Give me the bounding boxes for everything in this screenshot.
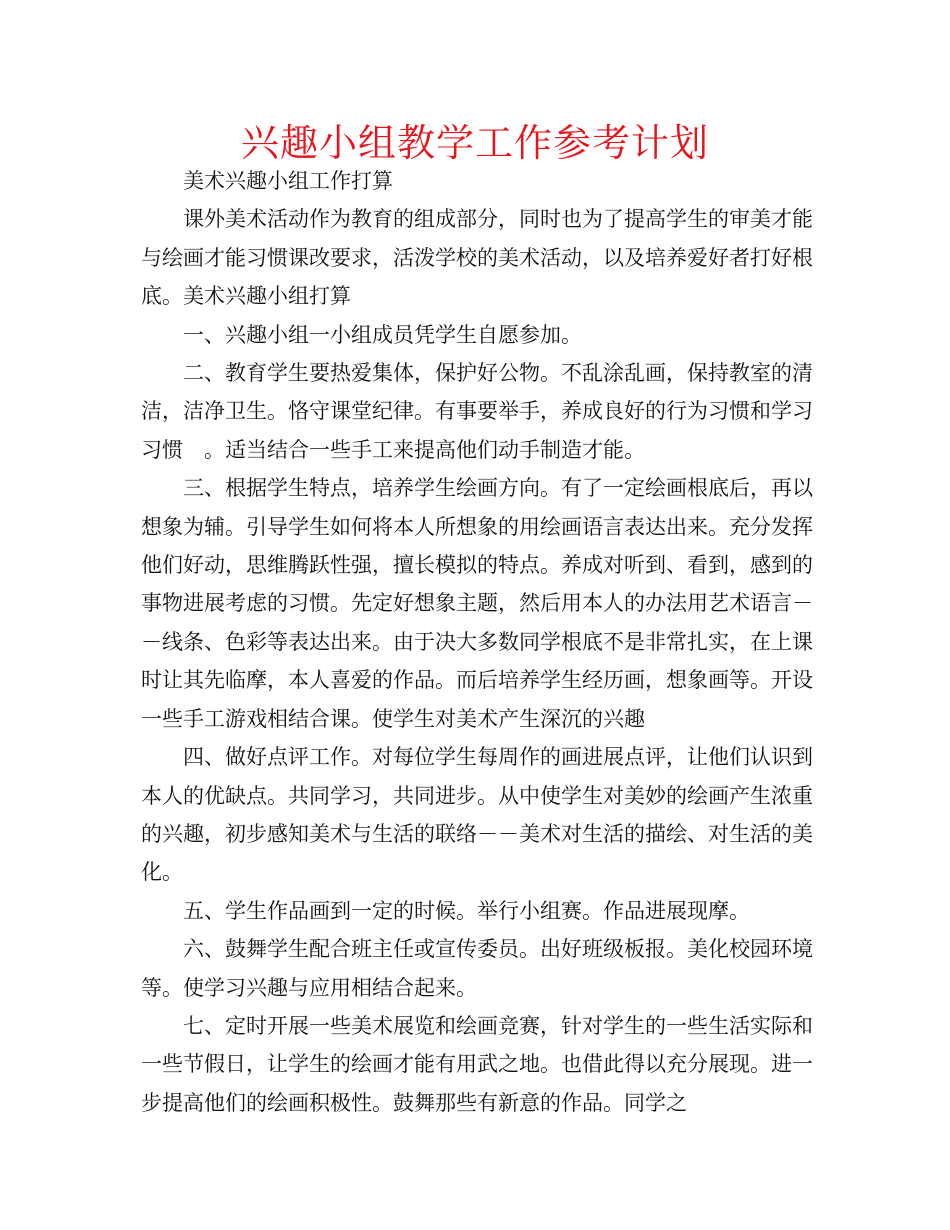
document-title: 兴趣小组教学工作参考计划: [240, 121, 709, 165]
paragraph-item-5: 五、学生作品画到一定的时候。举行小组赛。作品进展现摩。: [183, 898, 750, 923]
paragraph-item-1: 一、兴趣小组一小组成员凭学生自愿参加。: [183, 322, 582, 347]
paragraph-item-3: 三、根据学生特点，培养学生绘画方向。有了一定绘画根底后，再以想象为辅。引导学生如何将本人所想象的用绘画语言表达出来。充分发挥他们好动，思维腾跃性强，擅长模拟的特点。养成对听到、看到，感到的事物进展考虑的习惯。先定好想象主题，然后用本人的办法用艺术语言－－线条、色彩等表达出来。由于决大多数同学根底不是非常扎实，在上课时让其先临摩，本人喜爱的作品。而后培养学生经历画，想象画等。开设一些手工游戏相结合课。使学生对美术产生深沉的兴趣: [141, 476, 813, 731]
paragraph-item-7: 七、定时开展一些美术展览和绘画竞赛，针对学生的一些生活实际和一些节假日，让学生的绘画才能有用武之地。也借此得以充分展现。进一步提高他们的绘画积极性。鼓舞那些有新意的作品。同学之: [141, 1013, 813, 1115]
paragraph-item-4: 四、做好点评工作。对每位学生每周作的画进展点评，让他们认识到本人的优缺点。共同学习，共同进步。从中使学生对美妙的绘画产生浓重的兴趣，初步感知美术与生活的联络－－美术对生活的描绘、对生活的美化。: [141, 745, 813, 885]
document-body: [141, 162, 813, 1122]
paragraph-item-2: 二、教育学生要热爱集体，保护好公物。不乱涂乱画，保持教室的清洁，洁净卫生。恪守课堂纪律。有事要举手，养成良好的行为习惯和学习习惯 。适当结合一些手工来提高他们动手制造才能。: [141, 361, 813, 462]
paragraph-intro: 课外美术活动作为教育的组成部分，同时也为了提高学生的审美才能与绘画才能习惯课改要求，活泼学校的美术活动，以及培养爱好者打好根底。美术兴趣小组打算: [141, 207, 813, 309]
paragraph-subtitle: 美术兴趣小组工作打算: [183, 169, 393, 193]
paragraph-item-6: 六、鼓舞学生配合班主任或宣传委员。出好班级板报。美化校园环境等。使学习兴趣与应用相结合起来。: [141, 937, 813, 1000]
